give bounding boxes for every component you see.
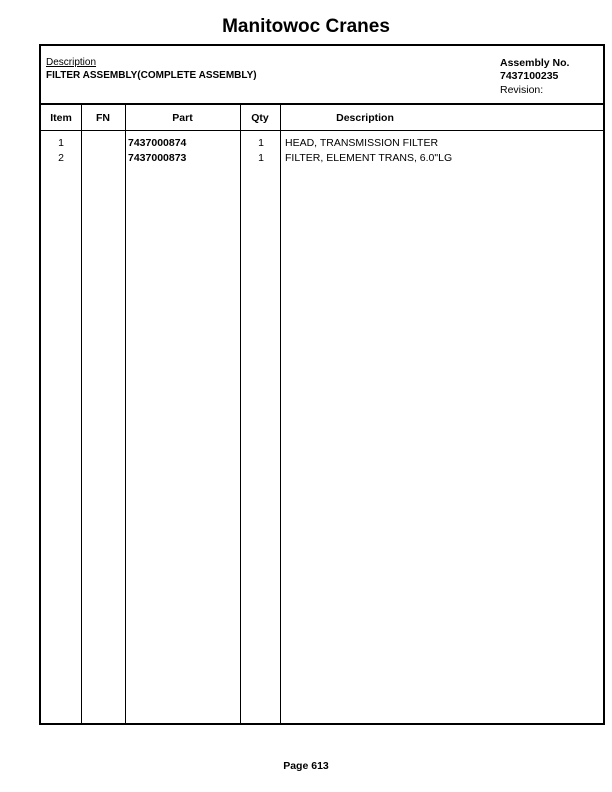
column-divider bbox=[125, 103, 126, 723]
quantity: 1 bbox=[258, 152, 264, 164]
revision-label: Revision: bbox=[500, 84, 544, 96]
column-header-qty: Qty bbox=[251, 112, 269, 124]
description-label: Description bbox=[46, 57, 97, 68]
part-description: FILTER, ELEMENT TRANS, 6.0"LG bbox=[285, 152, 453, 164]
item-number: 1 bbox=[58, 137, 64, 149]
part-number: 7437000873 bbox=[128, 152, 187, 164]
page-number: Page 613 bbox=[283, 760, 329, 772]
column-header-fn: FN bbox=[96, 112, 110, 124]
part-description: HEAD, TRANSMISSION FILTER bbox=[285, 137, 439, 149]
description-value: FILTER ASSEMBLY(COMPLETE ASSEMBLY) bbox=[46, 70, 257, 81]
assembly-number-value: 7437100235 bbox=[500, 70, 559, 82]
item-number: 2 bbox=[58, 152, 64, 164]
column-header-item: Item bbox=[50, 112, 72, 124]
column-divider bbox=[240, 103, 241, 723]
column-header-description: Description bbox=[336, 112, 394, 124]
table-row bbox=[41, 137, 603, 152]
parts-list-frame bbox=[39, 44, 605, 725]
page-title: Manitowoc Cranes bbox=[222, 16, 390, 37]
quantity: 1 bbox=[258, 137, 264, 149]
assembly-number-label: Assembly No. bbox=[500, 57, 570, 69]
column-divider bbox=[280, 103, 281, 723]
column-header-part: Part bbox=[172, 112, 193, 124]
column-divider bbox=[81, 103, 82, 723]
table-row bbox=[41, 152, 603, 167]
part-number: 7437000874 bbox=[128, 137, 187, 149]
